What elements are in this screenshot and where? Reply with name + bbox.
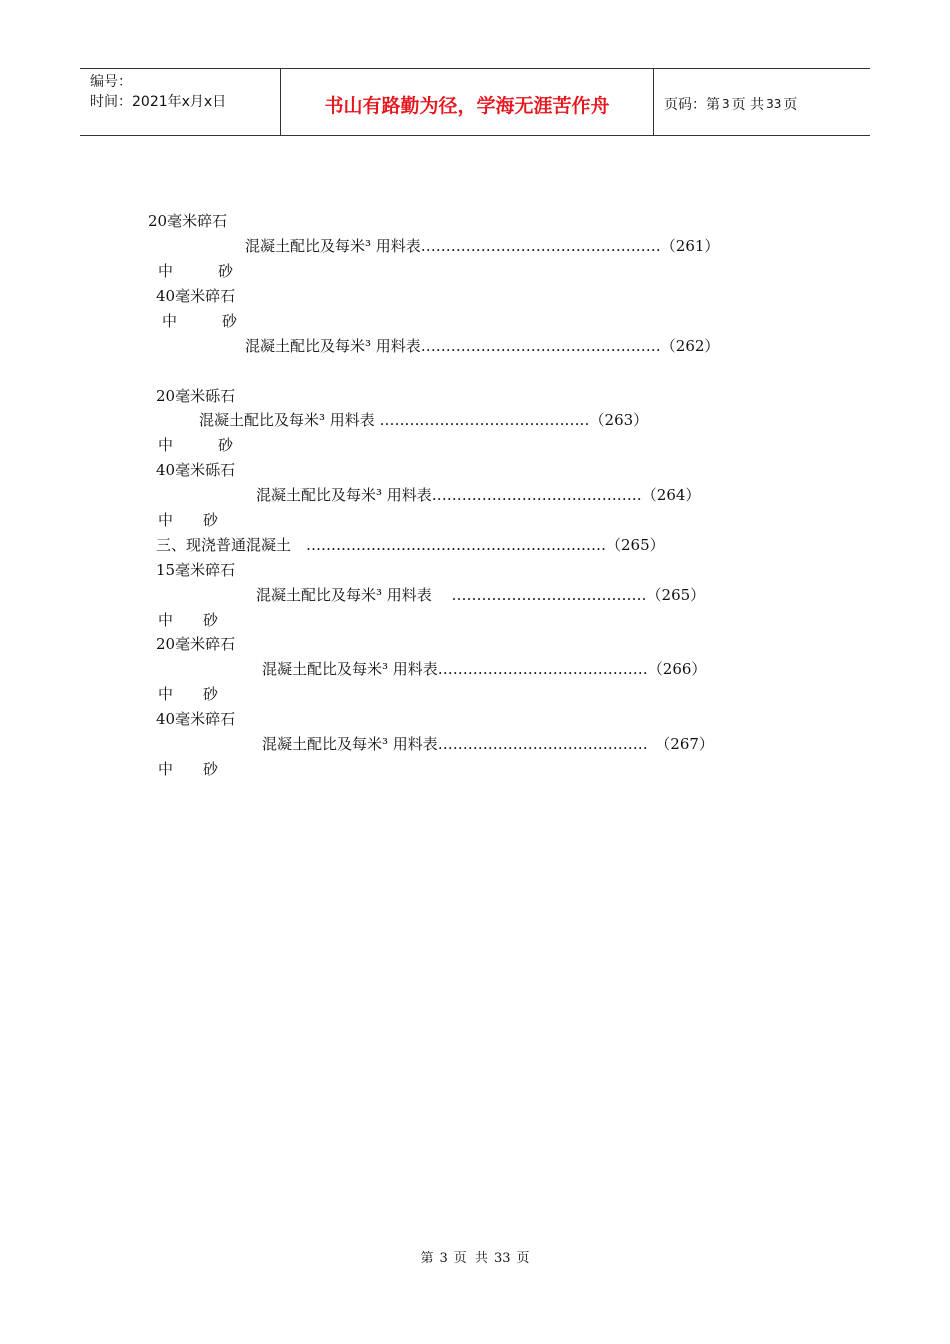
footer-suffix: 页 xyxy=(516,1251,530,1266)
toc-line-20: 40毫米碎石 xyxy=(156,710,236,728)
toc-line-22: 中 砂 xyxy=(158,760,219,778)
toc-line-5: 中 砂 xyxy=(162,312,238,330)
header-motto-cell xyxy=(281,69,654,135)
toc-line-9: 中 砂 xyxy=(158,436,234,454)
page-footer xyxy=(0,1247,950,1266)
footer-total: 33 xyxy=(493,1251,511,1266)
toc-line-7: 20毫米砾石 xyxy=(156,387,236,405)
toc-line-12: 中 砂 xyxy=(158,511,219,529)
toc-line-11: 混凝土配比及每米³ 用料表……………………………………（264） xyxy=(256,486,701,504)
toc-line-14: 15毫米碎石 xyxy=(156,561,236,579)
header-page-label: 页码：第 xyxy=(664,97,720,113)
header-page-current: 3 xyxy=(722,97,730,111)
toc-line-10: 40毫米砾石 xyxy=(156,461,236,479)
header-table xyxy=(80,68,870,136)
toc-line-18: 混凝土配比及每米³ 用料表……………………………………（266） xyxy=(262,660,707,678)
toc-line-19: 中 砂 xyxy=(158,685,219,703)
header-motto: 书山有路勤为径，学海无涯苦作舟 xyxy=(324,94,610,117)
footer-mid: 页 共 xyxy=(453,1251,488,1266)
footer-current: 3 xyxy=(439,1251,448,1266)
toc-line-15: 混凝土配比及每米³ 用料表 …………………………………（265） xyxy=(256,586,706,604)
header-page-end: 页 xyxy=(783,97,798,113)
header-page-mid: 页 共 xyxy=(731,97,765,113)
header-page-total: 33 xyxy=(766,97,782,111)
toc-line-3: 中 砂 xyxy=(158,262,234,280)
toc-line-17: 20毫米碎石 xyxy=(156,635,236,653)
document-number-label: 编号： xyxy=(90,74,132,90)
toc-line-2: 混凝土配比及每米³ 用料表…………………………………………（261） xyxy=(245,237,720,255)
footer-prefix: 第 xyxy=(420,1251,434,1266)
toc-line-4: 40毫米碎石 xyxy=(156,287,236,305)
toc-line-8: 混凝土配比及每米³ 用料表 ……………………………………（263） xyxy=(199,411,649,429)
header-page-cell xyxy=(654,69,870,135)
document-time-label: 时间：2021年x月x日 xyxy=(90,94,227,110)
toc-line-21: 混凝土配比及每米³ 用料表…………………………………… （267） xyxy=(262,735,714,753)
toc-line-6: 混凝土配比及每米³ 用料表…………………………………………（262） xyxy=(245,337,720,355)
header-meta-cell xyxy=(80,69,281,135)
toc-line-16: 中 砂 xyxy=(158,611,219,629)
toc-line-13: 三、现浇普通混凝土 ……………………………………………………（265） xyxy=(156,536,665,554)
toc-line-1: 20毫米碎石 xyxy=(148,212,228,230)
